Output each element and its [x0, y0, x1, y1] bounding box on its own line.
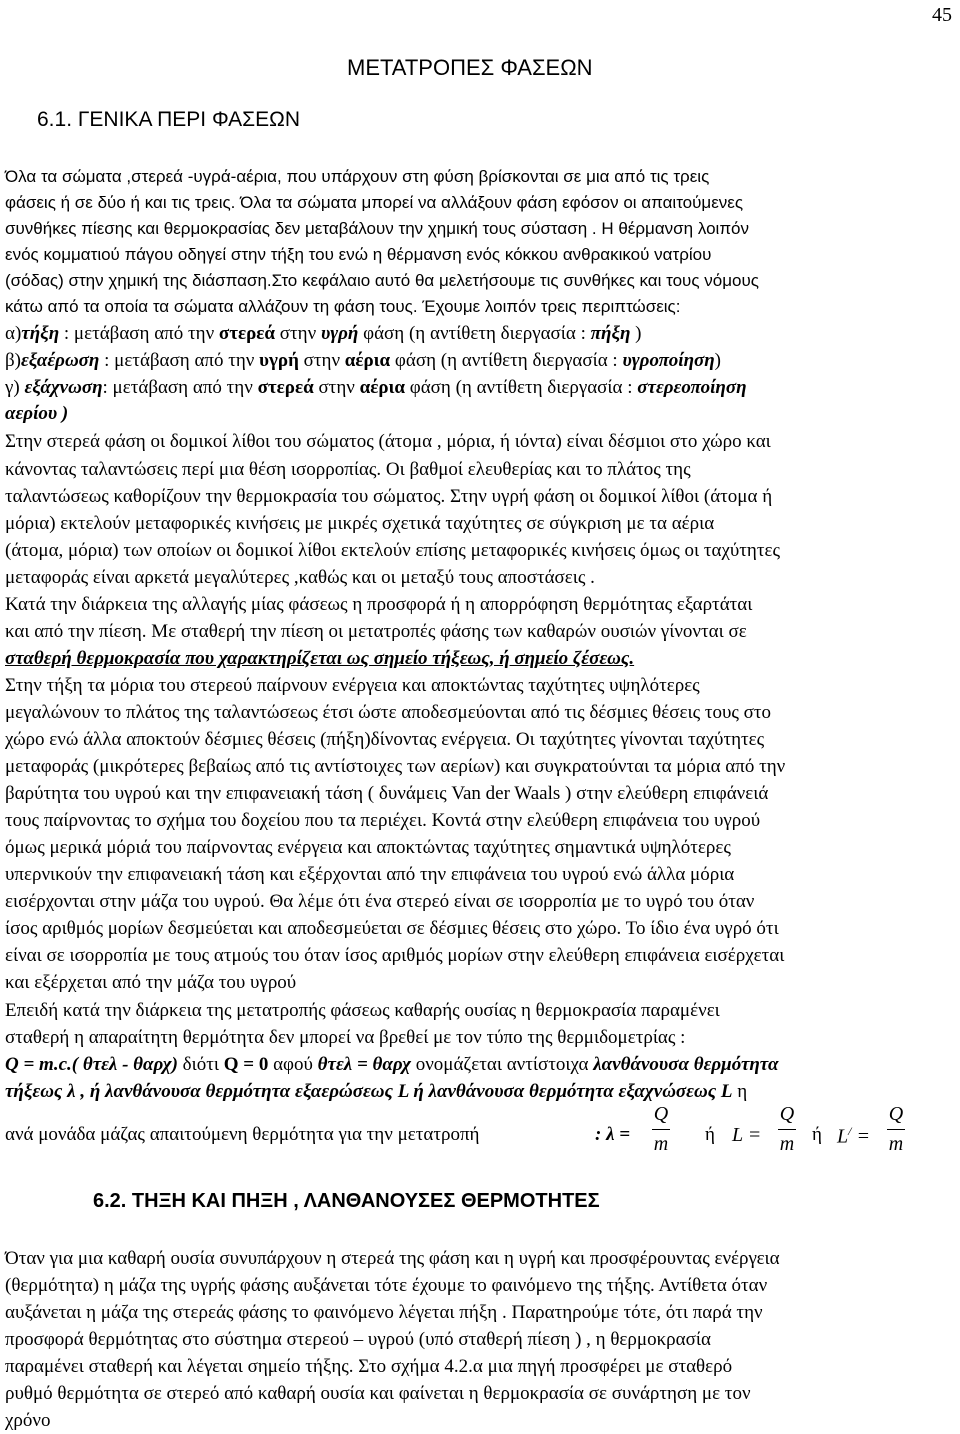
text-line: βαρύτητα του υγρού και την επιφανειακή τάση ( δυνάμεις Van der Waals ) στην ελεύθερη επιφάνειά — [5, 783, 769, 804]
section-title-6-1: 6.1. ΓΕΝΙΚΑ ΠΕΡΙ ΦΑΣΕΩΝ — [37, 108, 300, 131]
text-line: προσφορά θερμότητας στο σύστημα στερεού – υγρού (υπό σταθερή πίεση ) , η θερμοκρασία — [5, 1329, 711, 1350]
text-line: κάνοντας ταλαντώσεις περί μια θέση ισορροπίας. Οι βαθμοί ελευθερίας και το πλάτος της — [5, 459, 691, 480]
lambda-eq: : λ = — [595, 1124, 631, 1145]
text-line: κάτω από τα οποία τα σώματα αλλάζουν τη φάση τους. Έχουμε λοιπόν τρεις περιπτώσεις: — [5, 297, 681, 316]
text-line: είναι σε ισορροπία με τους ατμούς του όταν ίσος αριθμός μορίων στην ελεύθερη επιφάνεια εισέρχεται — [5, 945, 785, 966]
formula-line: Q = m.c.( θτελ - θαρχ) διότι Q = 0 αφού θτελ = θαρχ ονομάζεται αντίστοιχα λανθάνουσα θερμότητα — [5, 1054, 779, 1075]
text-line: μεγαλώνουν το πλάτος της ταλαντώσεως έτσι ώστε αποδεσμεύονται από τις δέσμιες θέσεις τους στο — [5, 702, 772, 723]
fraction-q-over-m: Q m — [779, 1103, 795, 1155]
text-line: ρυθμό θερμότητα σε στερεό από καθαρή ουσία και φαίνεται η θερμοκρασία σε συνάρτηση με τον — [5, 1383, 751, 1404]
fraction-q-over-m: Q m — [888, 1103, 904, 1155]
l-eq: L = — [732, 1124, 762, 1146]
text-line: Στην τήξη τα μόρια του στερεού παίρνουν ενέργεια και αποκτώντας ταχύτητες υψηλότερες — [5, 675, 700, 696]
text-line: συνθήκες πίεσης και θερμοκρασίας δεν μεταβάλουν την χημική τους σύσταση . Η θέρμανση λοιπόν — [5, 219, 750, 238]
text-line: μόρια) εκτελούν μεταφορικές κινήσεις με μικρές σχετικά ταχύτητες σε σύγκριση με τα αέρια — [5, 513, 715, 534]
text-line: (σόδας) στην χημική της διάσπαση.Στο κεφάλαιο αυτό θα μελετήσουμε τις συνθήκες και τους νόμους — [5, 271, 759, 290]
text-line: μεταφοράς είναι αρκετά μεγαλύτερες ,καθώς και οι μεταξύ τους αποστάσεις . — [5, 567, 595, 588]
case-b: β)εξαέρωση : μετάβαση από την υγρή στην αέρια φάση (η αντίθετη διεργασία : υγροποίηση) — [5, 350, 721, 371]
text-line: αυξάνεται η μάζα της στερεάς φάσης το φαινόμενο λέγεται πήξη . Παρατηρούμε τότε, ότι παρά την — [5, 1302, 763, 1323]
section-title-6-2: 6.2. ΤΗΞΗ ΚΑΙ ΠΗΞΗ , ΛΑΝΘΑΝΟΥΣΕΣ ΘΕΡΜΟΤΗΤΕΣ — [93, 1190, 600, 1212]
text-line: Κατά την διάρκεια της αλλαγής μίας φάσεως η προσφορά ή η απορρόφηση θερμότητας εξαρτάται — [5, 594, 753, 615]
text-line: μεταφοράς (μικρότερες βεβαίως από τις αντίστοιχες των αερίων) και συγκρατούνται τα μόρια από την — [5, 756, 786, 777]
text-line: εισέρχονται στην μάζα του υγρού. Θα λέμε ότι ένα στερεό είναι σε ισορροπία με το υγρό του όταν — [5, 891, 755, 912]
text-line: Στην στερεά φάση οι δομικοί λίθοι του σώματος (άτομα , μόρια, ή ιόντα) είναι δέσμιοι στο χώρο και — [5, 431, 771, 452]
text-line: υπερνικούν την επιφανειακή τάση και εξέρχονται από την επιφάνεια του υγρού ενώ άλλα μόρια — [5, 864, 735, 885]
case-a: α)τήξη : μετάβαση από την στερεά στην υγρή φάση (η αντίθετη διεργασία : πήξη ) — [5, 323, 642, 344]
case-c-cont: αερίου ) — [5, 403, 69, 424]
or-text: ή — [812, 1124, 822, 1145]
text-line: ενός κομματιού πάγου οδηγεί στην τήξη του ενώ η θέρμανση ενός κόκκου ανθρακικού νατρίου — [5, 245, 712, 264]
text-line: Όταν για μια καθαρή ουσία συνυπάρχουν η στερεά της φάση και η υγρή και προσφέρουντας ενέργεια — [5, 1248, 780, 1269]
text-line: όμως μερικά μόριά του παίρνοντας ενέργεια και αποκτώντας ταχύτητες σημαντικά υψηλότερες — [5, 837, 731, 858]
text-line: ίσος αριθμός μορίων δεσμεύεται και αποδεσμεύεται σε δέσμιες θέσεις στο χώρο. Το ίδιο ένα υγρό ότι — [5, 918, 779, 939]
text-line: σταθερή θερμοκρασία που χαρακτηρίζεται ως σημείο τήξεως, ή σημείο ζέσεως. — [5, 648, 635, 669]
chapter-title: ΜΕΤΑΤΡΟΠΕΣ ΦΑΣΕΩΝ — [347, 55, 593, 80]
text-line: Επειδή κατά την διάρκεια της μετατροπής φάσεως καθαρής ουσίας η θερμοκρασία παραμένει — [5, 1000, 720, 1021]
text-line: ταλαντώσεως καθορίζουν την θερμοκρασία του σώματος. Στην υγρή φάση οι δομικοί λίθοι (άτομα ή — [5, 486, 773, 507]
page-number: 45 — [932, 4, 952, 26]
text-line: Όλα τα σώματα ,στερεά -υγρά-αέρια, που υπάρχουν στη φύση βρίσκονται σε μια από τις τρεις — [5, 167, 710, 186]
or-text: ή — [705, 1124, 715, 1145]
l-prime-eq: L/ = — [837, 1124, 870, 1148]
text-line: τους παίρνοντας το σχήμα του δοχείου που τα περιέχει. Κοντά στην ελεύθερη επιφάνεια του υγρού — [5, 810, 761, 831]
text-line: σταθερή η απαραίτητη θερμότητα δεν μπορεί να βρεθεί με τον τύπο της θερμιδομετρίας : — [5, 1027, 686, 1048]
ratio-line: ανά μονάδα μάζας απαιτούμενη θερμότητα για την μετατροπή — [5, 1124, 480, 1145]
text-line: χώρο ενώ άλλα αποκτούν δέσμιες θέσεις (πήξη)δίνοντας ενέργεια. Οι ταχύτητες γίνονται ταχύτητες — [5, 729, 765, 750]
text-line: χρόνο — [5, 1410, 51, 1431]
text-line: και εξέρχεται από την μάζα του υγρού — [5, 972, 297, 993]
text-line: παραμένει σταθερή και λέγεται σημείο τήξης. Στο σχήμα 4.2.α μια πηγή προσφέρει με σταθερό — [5, 1356, 733, 1377]
formula-line-2: τήξεως λ , ή λανθάνουσα θερμότητα εξαερώσεως L ή λανθάνουσα θερμότητα εξαχνώσεως L η — [5, 1081, 748, 1102]
text-line: φάσεις ή σε δύο ή και τις τρεις. Όλα τα σώματα μπορεί να αλλάξουν φάση εφόσον οι απαιτούμενες — [5, 193, 744, 212]
text-line: (θερμότητα) η μάζα της υγρής φάσης αυξάνεται τότε έχουμε το φαινόμενο της τήξης. Αντίθετα όταν — [5, 1275, 768, 1296]
text-line: (άτομα, μόρια) των οποίων οι δομικοί λίθοι εκτελούν επίσης μεταφορικές κινήσεις όμως οι ταχύτητες — [5, 540, 781, 561]
case-c: γ) εξάχνωση: μετάβαση από την στερεά στην αέρια φάση (η αντίθετη διεργασία : στερεοποίηση — [5, 377, 747, 398]
text-line: και από την πίεση. Με σταθερή την πίεση οι μετατροπές φάσης των καθαρών ουσιών γίνονται σε — [5, 621, 747, 642]
fraction-q-over-m: Q m — [653, 1103, 669, 1155]
